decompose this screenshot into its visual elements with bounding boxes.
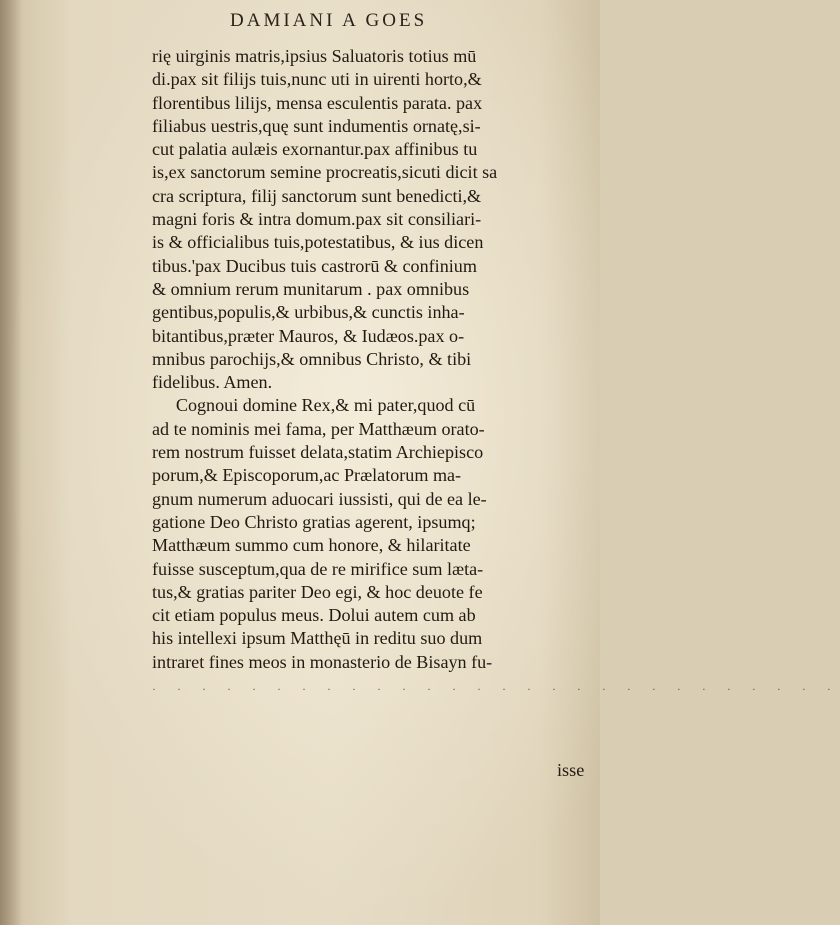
text-line: cra scriptura, filij sanctorum sunt benedicti,& (152, 185, 482, 206)
text-line: Matthæum summo cum honore, & hilaritate (152, 535, 471, 556)
text-line: mnibus parochijs,& omnibus Christo, & tibi (152, 348, 472, 369)
text-line: intraret fines meos in monasterio de Bisayn fu- (152, 651, 493, 672)
text-line: & omnium rerum munitarum . pax omnibus (152, 278, 470, 299)
running-head: DAMIANI A GOES (230, 10, 428, 31)
text-lines (152, 45, 592, 674)
text-line: gentibus,populis,& urbibus,& cunctis inha- (152, 302, 465, 323)
text-line: magni foris & intra domum.pax sit consiliari- (152, 209, 482, 230)
text-line: gnum numerum aduocari iussisti, qui de ea le- (152, 488, 487, 509)
catchword: isse (557, 760, 585, 780)
text-line: tibus.'pax Ducibus tuis castrorū & confinium (152, 255, 477, 276)
text-line: gatione Deo Christo gratias agerent, ipsumq; (152, 511, 476, 532)
text-line: florentibus lilijs, mensa esculentis parata. pax (152, 92, 483, 113)
text-line: his intellexi ipsum Matthęū in reditu suo dum (152, 628, 483, 649)
text-line: is,ex sanctorum semine procreatis,sicuti dicit sa (152, 162, 498, 183)
gutter-shadow (0, 0, 22, 925)
text-line: cut palatia aulæis exornantur.pax affinibus tu (152, 139, 478, 160)
text-line: rem nostrum fuisset delata,statim Archiepisco (152, 442, 484, 463)
text-line: is & officialibus tuis,potestatibus, & ius dicen (152, 232, 484, 253)
body-text (152, 45, 840, 697)
text-line: porum,& Episcoporum,ac Prælatorum ma- (152, 465, 462, 486)
decorative-dots: · · · · · · · · · · · · · · · · · · · · · · · · · · · · (152, 682, 840, 697)
text-line: bitantibus,præter Mauros, & Iudæos.pax o- (152, 325, 465, 346)
text-line: rię uirginis matris,ipsius Saluatoris totius mū (152, 46, 477, 66)
text-line: Cognoui domine Rex,& mi pater,quod cū (175, 395, 476, 416)
text-line: tus,& gratias pariter Deo egi, & hoc deuote fe (152, 581, 483, 602)
text-line: fidelibus. Amen. (152, 372, 273, 393)
text-line: di.pax sit filijs tuis,nunc uti in uirenti horto,& (152, 69, 482, 90)
text-line: filiabus uestris,quę sunt indumentis ornatę,si- (152, 115, 481, 136)
text-line: cit etiam populus meus. Dolui autem cum ab (152, 605, 476, 626)
text-line: ad te nominis mei fama, per Matthæum orato- (152, 418, 485, 439)
text-line: fuisse susceptum,qua de re mirifice sum læta- (152, 558, 484, 579)
